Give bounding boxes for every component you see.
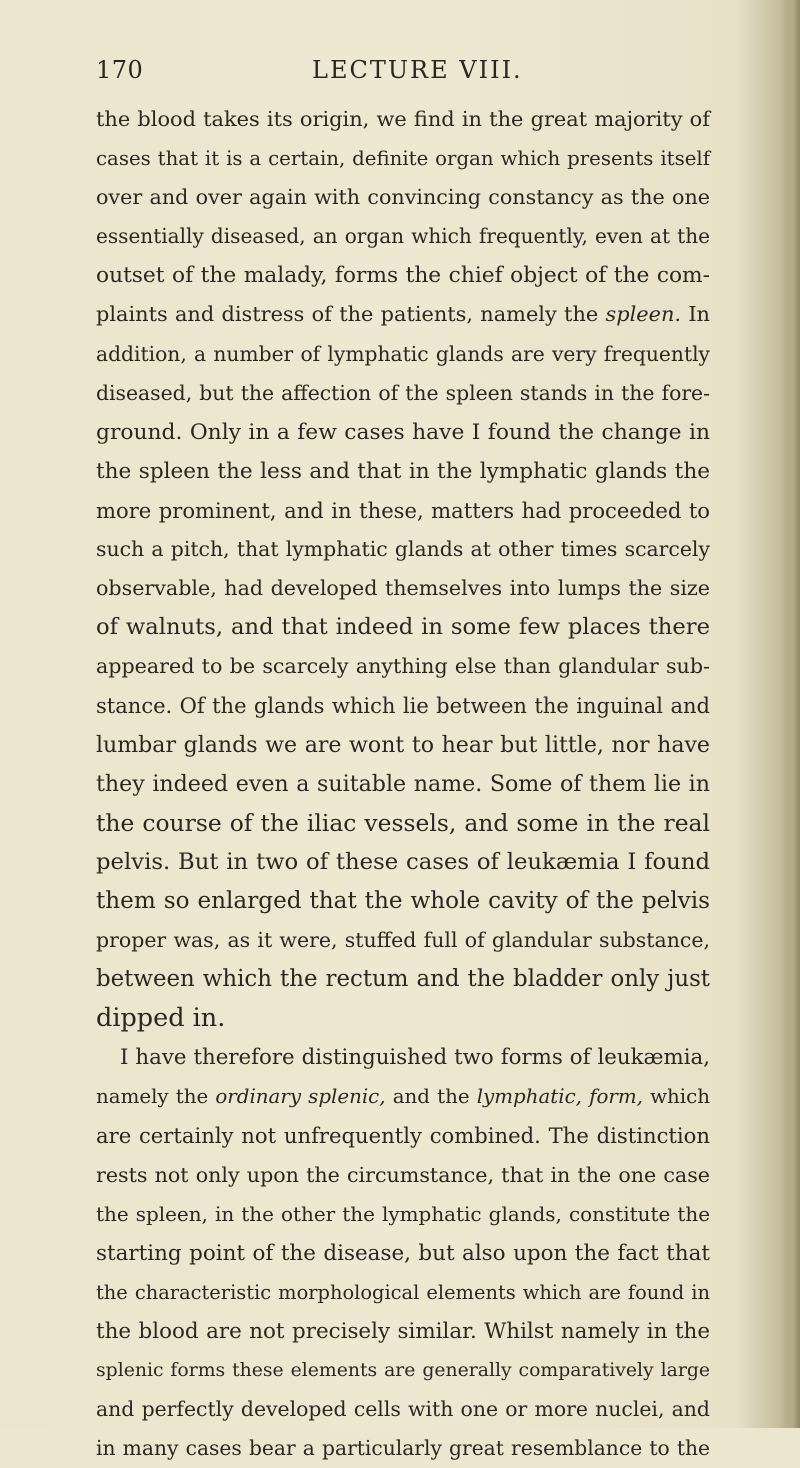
text-line: pelvis. But in two of these cases of leukæmia I found	[96, 848, 710, 875]
text-line: stance. Of the glands which lie between the inguinal and	[96, 693, 710, 719]
italic-term-lymphatic-form: lymphatic, form,	[476, 1085, 643, 1109]
running-head: LECTURE VIII.	[312, 56, 523, 84]
text-line: lumbar glands we are wont to hear but little, nor have	[96, 732, 710, 758]
text-line: the blood takes its origin, we find in the great majority of	[96, 107, 710, 131]
text-line: rests not only upon the circumstance, that in the one case	[96, 1162, 710, 1187]
text-segment: which	[642, 1085, 710, 1109]
text-line: them so enlarged that the whole cavity of the pelvis	[96, 887, 710, 914]
italic-term-spleen: spleen.	[605, 302, 682, 327]
text-line: outset of the malady, forms the chief object of the com-	[96, 263, 710, 289]
text-segment: plaints and distress of the patients, namely the	[96, 302, 606, 327]
text-line: they indeed even a suitable name. Some of them lie in	[96, 770, 710, 797]
text-line: splenic forms these elements are generally comparatively large	[96, 1360, 710, 1381]
text-line: essentially diseased, an organ which frequently, even at the	[96, 224, 710, 249]
text-line: the characteristic morphological elements which are found in	[96, 1280, 710, 1304]
text-line: observable, had developed themselves into lumps the size	[96, 576, 710, 601]
italic-term-ordinary-splenic: ordinary splenic,	[215, 1085, 386, 1109]
text-line	[96, 1077, 710, 1116]
text-segment: and the	[385, 1085, 477, 1109]
text-line: dipped in.	[96, 1003, 226, 1034]
text-segment: In	[681, 302, 710, 327]
text-line: are certainly not unfrequently combined. The distinction	[96, 1123, 710, 1149]
text-line: proper was, as it were, stuffed full of glandular substance,	[96, 927, 710, 952]
text-line: more prominent, and in these, matters had proceeded to	[96, 497, 710, 523]
text-line: the spleen, in the other the lymphatic glands, constitute the	[96, 1201, 710, 1226]
text-line	[96, 295, 710, 334]
text-line: and perfectly developed cells with one or more nuclei, and	[96, 1397, 710, 1422]
text-line: in many cases bear a particularly great resemblance to the	[96, 1436, 710, 1461]
text-line: the course of the iliac vessels, and some in the real	[96, 808, 710, 837]
text-line: the spleen the less and that in the lymphatic glands the	[96, 458, 710, 484]
text-line: of walnuts, and that indeed in some few places there	[96, 614, 710, 641]
text-line: addition, a number of lymphatic glands are very frequently	[96, 341, 710, 366]
text-segment: namely the	[96, 1085, 216, 1109]
text-line: diseased, but the affection of the spleen stands in the fore-	[96, 380, 710, 405]
body-text	[96, 100, 710, 1468]
text-line: ground. Only in a few cases have I found the change in	[96, 419, 710, 445]
page-number: 170	[96, 56, 144, 84]
text-line: appeared to be scarcely anything else than glandular sub-	[96, 654, 710, 679]
text-line: starting point of the disease, but also upon the fact that	[96, 1240, 710, 1266]
text-line: I have therefore distinguished two forms of leukæmia,	[120, 1045, 710, 1071]
text-line: such a pitch, that lymphatic glands at other times scarcely	[96, 537, 710, 562]
text-line: over and over again with convincing constancy as the one	[96, 185, 710, 210]
text-line: between which the rectum and the bladder only just	[96, 966, 710, 993]
text-line: cases that it is a certain, definite organ which presents itself	[96, 147, 710, 171]
page-edge-shadow	[782, 0, 800, 1428]
page-header	[96, 56, 706, 92]
text-line: the blood are not precisely similar. Whilst namely in the	[96, 1318, 710, 1344]
